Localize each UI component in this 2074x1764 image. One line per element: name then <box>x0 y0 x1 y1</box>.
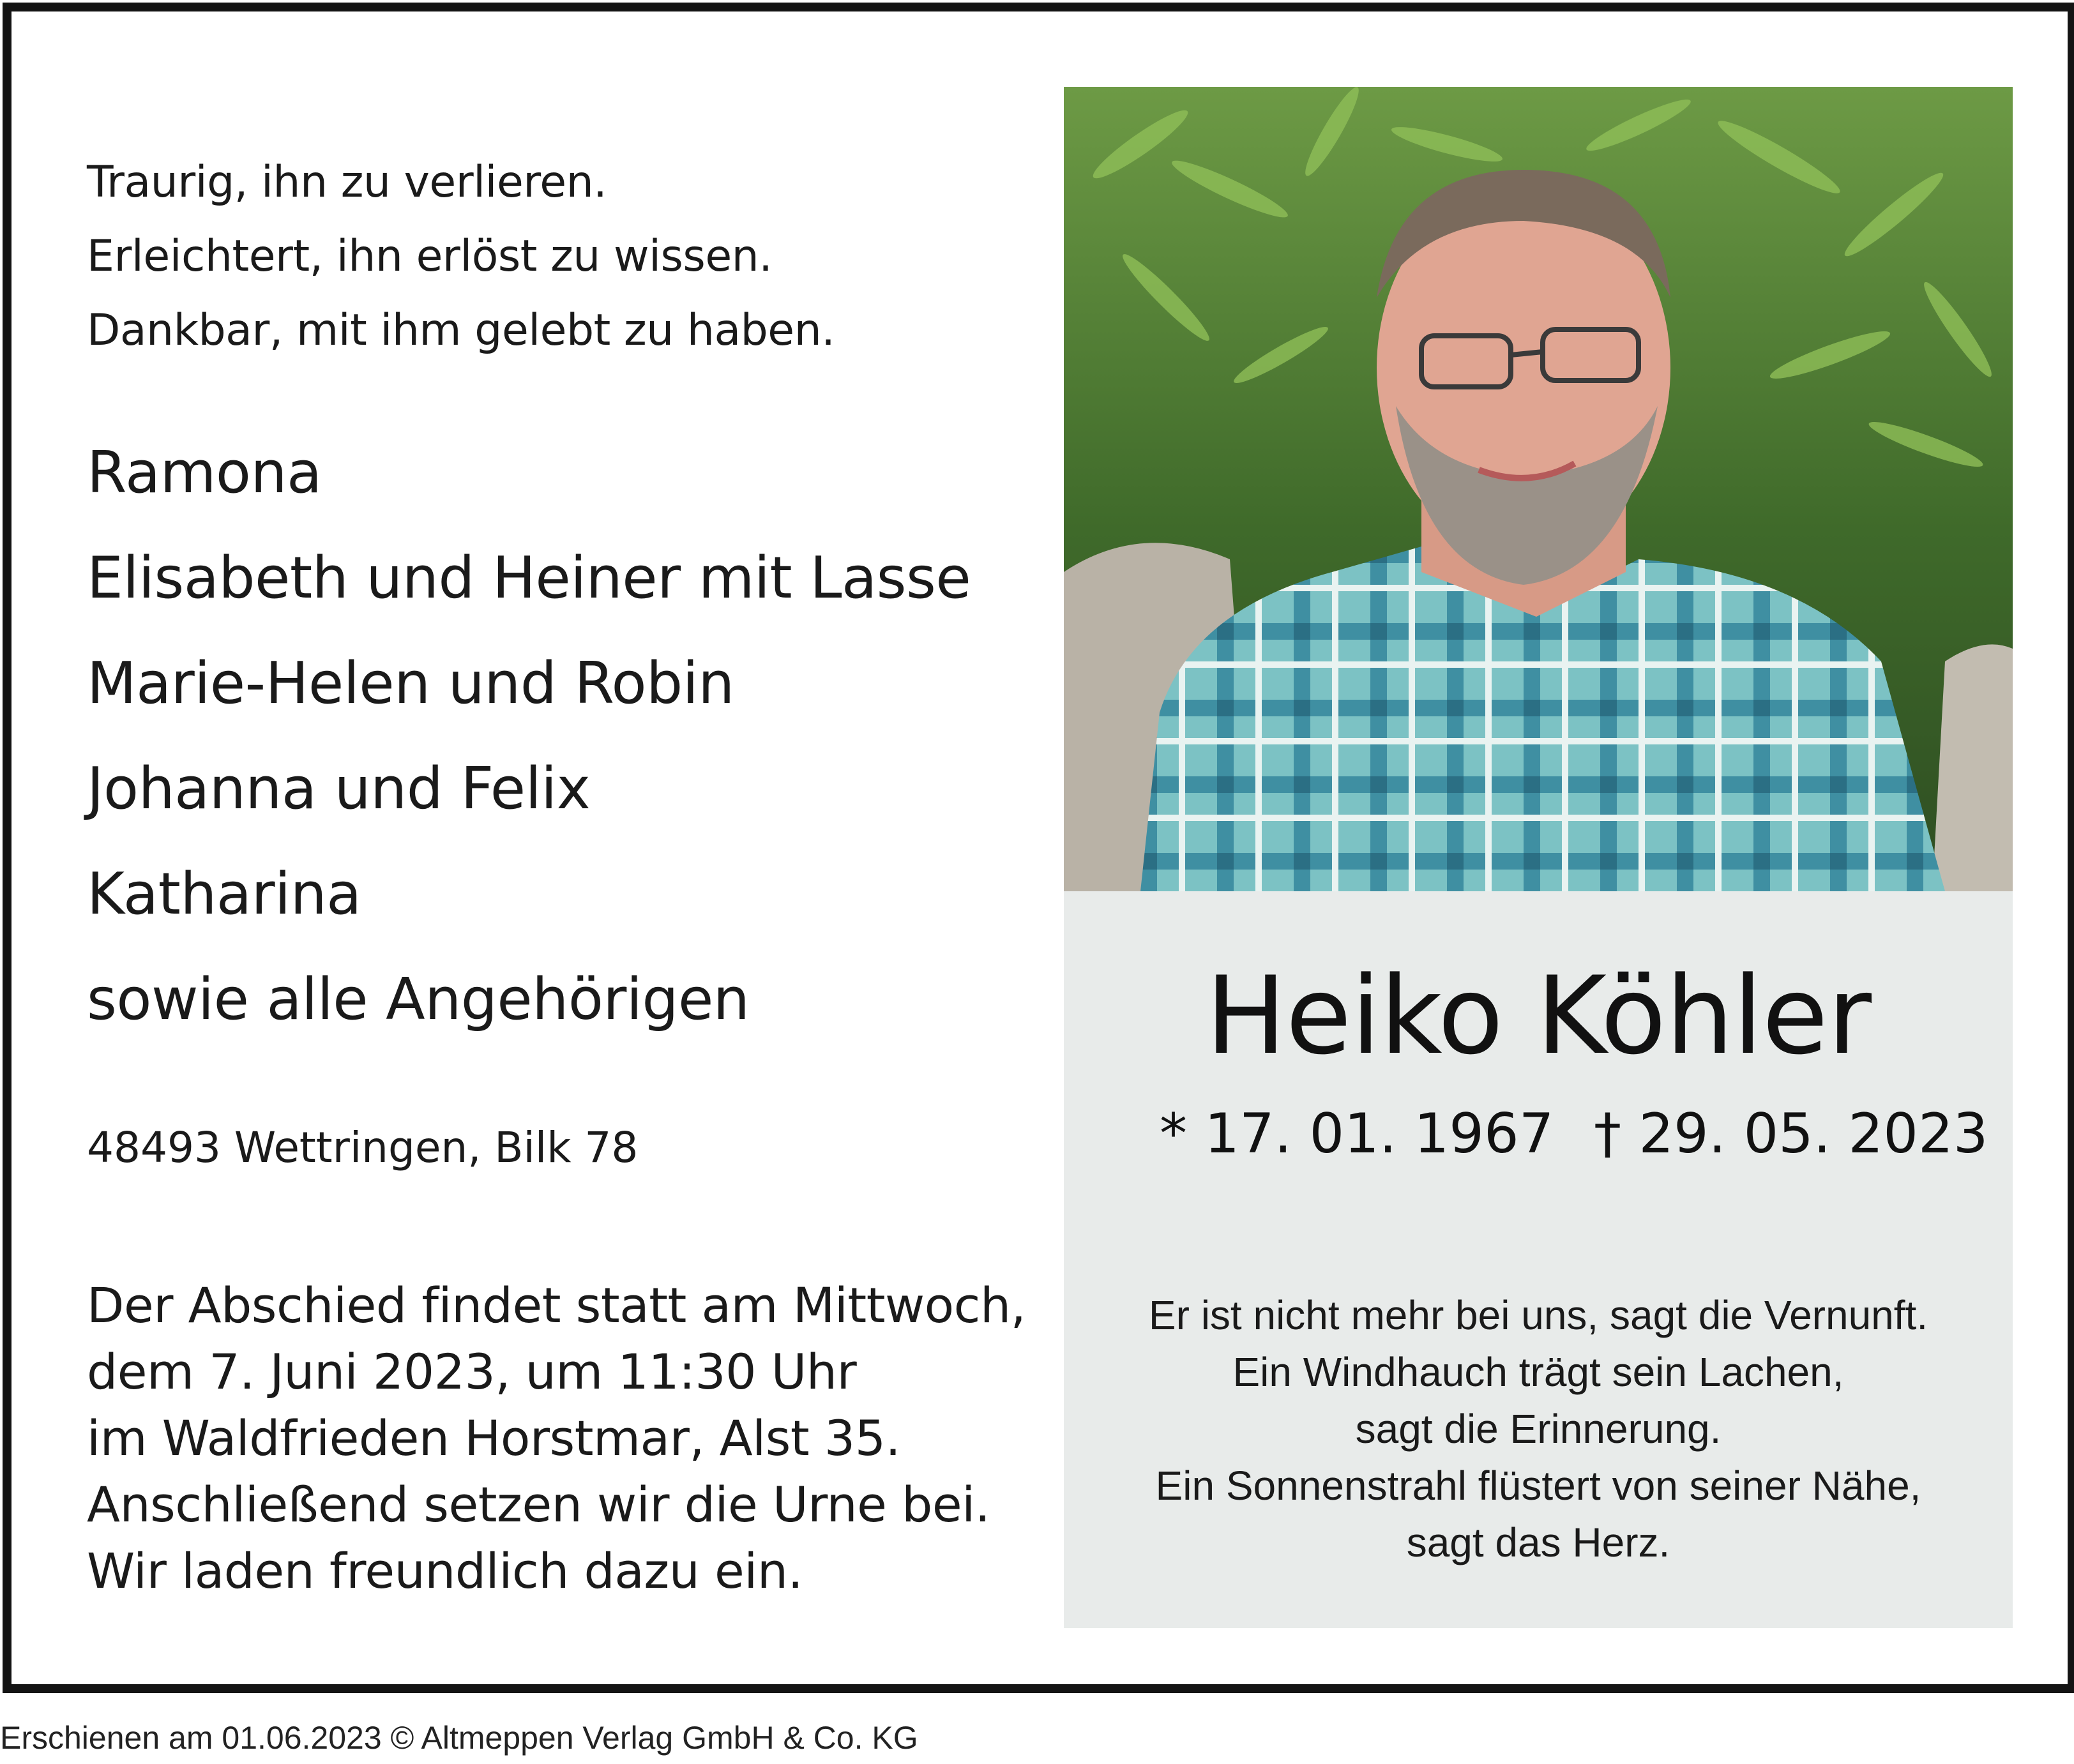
poem-line: Er ist nicht mehr bei uns, sagt die Vernunft. <box>1148 1292 1928 1338</box>
mourners-list <box>87 420 971 1052</box>
mourner-name: Katharina <box>87 861 361 928</box>
funeral-line: Anschließend setzen wir die Urne bei. <box>87 1476 990 1533</box>
deceased-name: Heiko Köhler <box>1205 953 1872 1078</box>
death-date: † 29. 05. 2023 <box>1594 1102 1988 1166</box>
motto-line: Erleichtert, ihn erlöst zu wissen. <box>87 231 773 282</box>
family-address: 48493 Wettringen, Bilk 78 <box>87 1123 639 1172</box>
obituary-frame <box>3 3 2074 1693</box>
motto-line: Traurig, ihn zu verlieren. <box>87 157 607 207</box>
mourner-name: Ramona <box>87 439 322 506</box>
funeral-line: Wir laden freundlich dazu ein. <box>87 1542 803 1599</box>
birth-date: * 17. 01. 1967 <box>1160 1102 1554 1166</box>
publication-footer: Erschienen am 01.06.2023 © Altmeppen Verlag GmbH & Co. KG <box>0 1720 918 1756</box>
poem-line: sagt das Herz. <box>1406 1519 1670 1565</box>
motto-line: Dankbar, mit ihm gelebt zu haben. <box>87 305 835 356</box>
mourner-name: Johanna und Felix <box>87 755 591 822</box>
motto-text <box>87 146 835 368</box>
mourner-name: Elisabeth und Heiner mit Lasse <box>87 545 971 612</box>
mourner-name: Marie-Helen und Robin <box>87 650 734 717</box>
funeral-line: Der Abschied findet statt am Mittwoch, <box>87 1277 1026 1334</box>
poem-line: Ein Sonnenstrahl flüstert von seiner Nähe, <box>1155 1463 1921 1509</box>
funeral-line: im Waldfrieden Horstmar, Alst 35. <box>87 1410 901 1466</box>
mourner-name: sowie alle Angehörigen <box>87 966 750 1033</box>
memorial-panel <box>1064 891 2013 1628</box>
funeral-details <box>87 1272 1026 1604</box>
poem-line: Ein Windhauch trägt sein Lachen, <box>1232 1349 1844 1395</box>
funeral-line: dem 7. Juni 2023, um 11:30 Uhr <box>87 1343 857 1400</box>
portrait-photo <box>1064 87 2013 891</box>
memorial-poem <box>1064 1287 2013 1571</box>
poem-line: sagt die Erinnerung. <box>1355 1406 1722 1452</box>
